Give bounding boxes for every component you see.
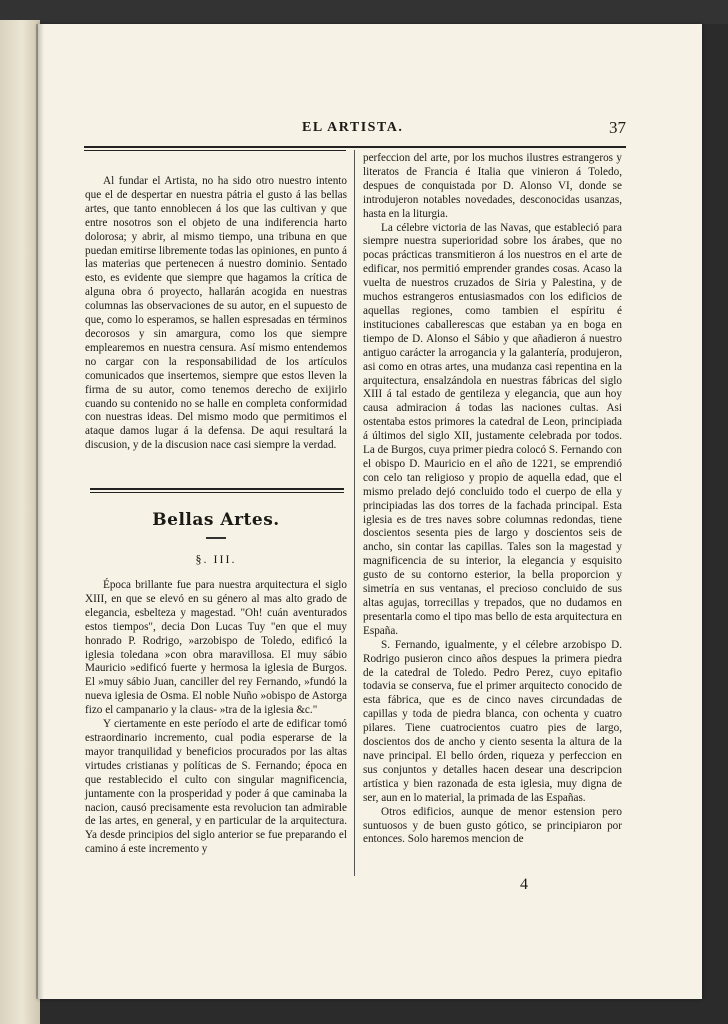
page-gutter-shadow: [36, 24, 44, 999]
intro-notice: [85, 175, 347, 453]
right-paragraph-0: perfeccion del arte, por los muchos ilustres estrangeros y literatos de Francia é Italia que vinieron á Toledo, despues de conquistada por D. Alonso VI, donde se introdujeron notables novedades, desconocidas usanzas, hasta en la liturgia.: [363, 152, 622, 220]
scan-background: [0, 0, 728, 24]
section-title: Bellas Artes.: [152, 510, 280, 530]
section-rule-bottom: [90, 492, 344, 493]
section-body-right: [363, 152, 622, 847]
running-header: [84, 118, 624, 142]
header-rule-thin: [84, 150, 346, 151]
right-paragraph-3: Otros edificios, aunque de menor estension pero suntuosos y de buen gusto gótico, se principiaron por entonces. Solo haremos mencion de: [363, 805, 622, 846]
section-paragraph-1: Época brillante fue para nuestra arquitectura el siglo XIII, en que se elevó en su género al mas alto grado de elegancia, esbelteza y magestad. "Oh! cuán aventurados estos tiempos", decia Don Lucas Tuy "en que el muy honrado P. Rodrigo, »arzobispo de Toledo, edificó la iglesia toledana »con obra maravillosa. El muy sábio Mauricio »edificó fuerte y hermosa la iglesia de Burgos. El »muy sábio Juan, canciller del rey Fernando, »fundó la nueva iglesia de Osma. El noble Nuño »obispo de Astorga fizo el campanario y la claus- »tra de la iglesia &c.": [85, 579, 347, 717]
section-paragraph-2: Y ciertamente en este período el arte de edificar tomó estraordinario incremento, cual podia esperarse de la mayor tranquilidad y beneficios procurados por las altas virtudes cristianas y políticas de S. Fernando; época en que restablecido el culto con singular magnificencia, juntamente con la prosperidad y poder á que caminaba la nacion, causó precisamente esta revolucion tan admirable de las artes, en general, y en particular de la arquitectura. Ya desde principios del siglo anterior se fue preparando el camino á este incremento y: [85, 718, 347, 856]
signature-mark: 4: [520, 876, 528, 893]
section-subtitle: §. III.: [195, 552, 237, 566]
right-paragraph-2: S. Fernando, igualmente, y el célebre arzobispo D. Rodrigo pusieron cinco años despues la primera piedra de la catedral de Toledo. Pedro Perez, cuyo epitafio todavia se conserva, fue el primer arquitecto conocido de esta fábrica, que es de cinco naves circundadas de capillas y toda de piedra blanca, con ochenta y cuatro pilares. Tiene cuatrocientos cuatro pies de largo, doscientos dos de ancho y ciento sesenta la altura de la nave principal. El bello órden, riqueza y perfeccion en sus conjuntos y detalles hacen desear una descripcion artística y bien razonada de esta iglesia, muy digna de ser, aun en lo material, la primada de las Españas.: [363, 638, 622, 804]
page-number: 37: [609, 118, 626, 137]
section-body-left: [85, 579, 347, 857]
section-rule-top: [90, 488, 344, 490]
facing-page-edge: [0, 20, 40, 1024]
journal-title: EL ARTISTA.: [302, 120, 404, 135]
right-paragraph-1: La célebre victoria de las Navas, que estableció para siempre nuestra superioridad sobre los árabes, que no pocas prácticas transmitieron á los nuestros en el arte de edificar, nos permitió emprender grandes cosas. Acaso la vuelta de nuestros cruzados de Siria y Palestina, y de muchos estrangeros entusiasmados con los edificios de aquellas regiones, como tambien el espíritu é instituciones caballerescas que estaban ya en boga en tiempo de D. Alonso el Sábio y que añadieron á nuestro antiguo carácter la arrogancia y la galantería, produjeron, asi como en otras artes, una mudanza casi repentina en la arquitectura, ensalzándola en nuestras fábricas del siglo XIII á tal estado de gentileza y elegancia, que aun hoy causa admiracion á todas las naciones cultas. Asi ostentaba estos primores la catedral de Leon, principiada á últimos del siglo XII, justamente celebrada por todos. La de Burgos, cuya primer piedra colocó S. Fernando con el obispo D. Mauricio en el año de 1221, se emprendió con celo tan religioso y propio de aquella edad, que el mismo prelado dejó concluido todo el cuerpo de ella y principiadas las dos torres de la fachada principal. Esta iglesia es de tres naves sobre columnas redondas, tiene doscientos sesenta pies de largo y doscientos seis de ancho, sin contar las capillas. Tales son la magestad y magnificencia de su interior, la elegancia y esquisito gusto de su contorno esterior, la bella proporcion y simetría en sus ventanas, el precioso concluido de sus altas agujas, torrecillas y trepados, que no dudamos en presentarla como el tipo mas bello de esta arquitectura en España.: [363, 221, 622, 637]
intro-paragraph: Al fundar el Artista, no ha sido otro nuestro intento que el de despertar en nuestra pátria el gusto á las bellas artes, que tanto ennoblecen á los que las cultivan y que entre nosotros son el objeto de una indiferencia harto dolorosa; y abrir, al mismo tiempo, una tribuna en que puedan emitirse libremente todas las opiniones, en punto á las materias que pertenecen á nuestro dominio. Sentado esto, es evidente que siempre que hagamos la crítica de alguna obra ó proyecto, hallarán acogida en nuestras columnas las observaciones de su autor, en el supuesto de que, como lo esperamos, se hallen espresadas en términos decorosos y sin amargura, como los que siempre emplearemos en nuestra censura. Así mismo entendemos no cargar con la responsabilidad de los artículos comunicados que insertemos, siempre que estos lleven la firma de su autor, como tenemos derecho de exijirlo cuando su contenido no se halle en completa conformidad con nuestras ideas. Del mismo modo que permitimos el ataque damos lugar á la defensa. De aqui resultará la discusion, y de la discusion nace casi siempre la verdad.: [85, 175, 347, 452]
column-divider: [354, 150, 355, 876]
title-dash: [206, 537, 226, 539]
header-rule: [84, 146, 626, 148]
